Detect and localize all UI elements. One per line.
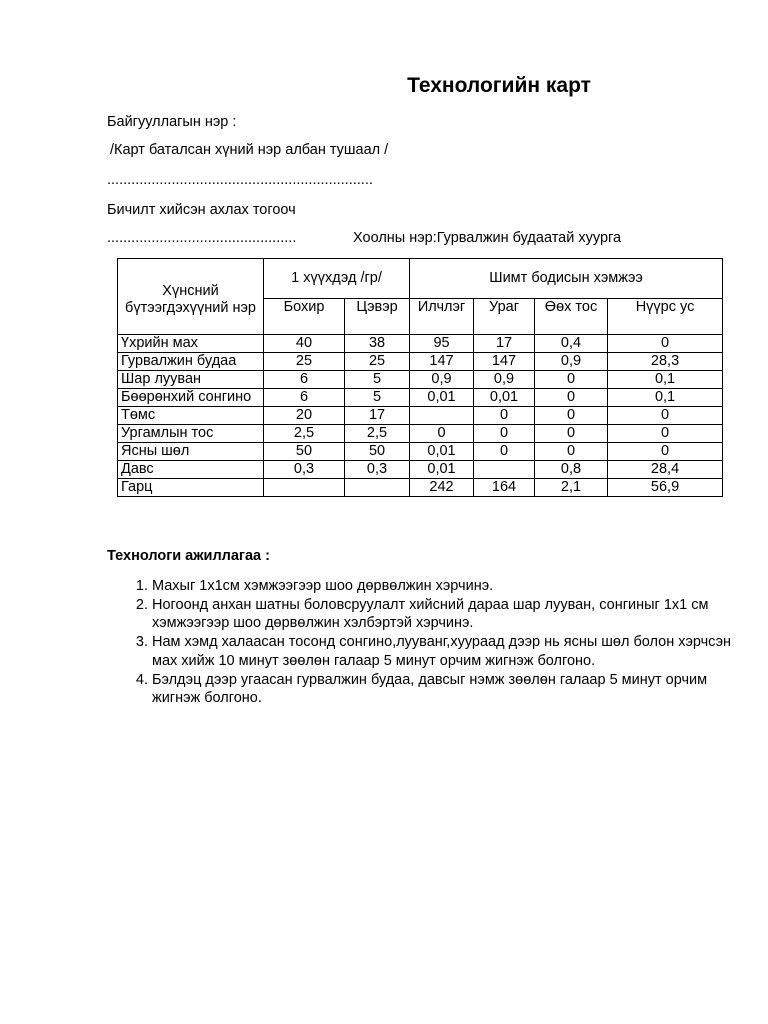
cell-fat: 0 [535, 371, 608, 389]
col-calories: Илчлэг [410, 299, 474, 335]
cell-carbs: 0,1 [608, 389, 723, 407]
cell-calories: 147 [410, 353, 474, 371]
cell-fat: 0,8 [535, 461, 608, 479]
cell-net: 38 [345, 335, 410, 353]
cell-protein: 0 [474, 443, 535, 461]
cell-gross: 25 [264, 353, 345, 371]
table-row [118, 425, 723, 443]
cell-net: 0,3 [345, 461, 410, 479]
table-row [118, 407, 723, 425]
cell-ingredient: Давс [118, 461, 264, 479]
cell-carbs: 0 [608, 335, 723, 353]
cell-carbs: 28,4 [608, 461, 723, 479]
cell-ingredient: Төмс [118, 407, 264, 425]
cell-gross: 40 [264, 335, 345, 353]
cell-carbs: 0 [608, 443, 723, 461]
cell-ingredient: Гурвалжин будаа [118, 353, 264, 371]
approver-label: /Карт баталсан хүний нэр албан тушаал / [110, 142, 389, 158]
cell-calories: 0,01 [410, 443, 474, 461]
cell-protein: 0,9 [474, 371, 535, 389]
cell-net [345, 479, 410, 497]
cell-calories: 242 [410, 479, 474, 497]
cell-net: 25 [345, 353, 410, 371]
col-fat: Өөх тос [535, 299, 608, 335]
table-row [118, 479, 723, 497]
cell-calories: 0,9 [410, 371, 474, 389]
cell-fat: 0 [535, 407, 608, 425]
cell-ingredient: Үхрийн мах [118, 335, 264, 353]
dish-name-label: Хоолны нэр:Гурвалжин будаатай хуурга [353, 230, 622, 246]
cell-carbs: 56,9 [608, 479, 723, 497]
cell-gross: 20 [264, 407, 345, 425]
table-row [118, 443, 723, 461]
cell-ingredient: Ясны шөл [118, 443, 264, 461]
cell-calories: 0,01 [410, 389, 474, 407]
cell-net: 2,5 [345, 425, 410, 443]
cell-ingredient: Шар лууван [118, 371, 264, 389]
cell-carbs: 0 [608, 407, 723, 425]
header-nutrients: Шимт бодисын хэмжээ [410, 259, 723, 299]
cell-ingredient: Гарц [118, 479, 264, 497]
cell-calories: 95 [410, 335, 474, 353]
col-carbs: Нүүрс ус [608, 299, 723, 335]
cell-fat: 0 [535, 425, 608, 443]
cell-fat: 0 [535, 443, 608, 461]
table-row [118, 353, 723, 371]
cell-fat: 0,4 [535, 335, 608, 353]
cell-protein: 0,01 [474, 389, 535, 407]
col-protein: Ураг [474, 299, 535, 335]
cell-net: 17 [345, 407, 410, 425]
cell-carbs: 0 [608, 425, 723, 443]
signature-dots-line-2: ............................................... [107, 230, 297, 246]
cell-protein: 0 [474, 407, 535, 425]
cell-calories: 0,01 [410, 461, 474, 479]
nutrition-table [117, 258, 723, 497]
cell-protein: 147 [474, 353, 535, 371]
cell-carbs: 28,3 [608, 353, 723, 371]
cell-fat: 0,9 [535, 353, 608, 371]
header-per-portion: 1 хүүхдэд /гр/ [264, 259, 410, 299]
cell-gross: 2,5 [264, 425, 345, 443]
cell-fat: 0 [535, 389, 608, 407]
cell-gross: 0,3 [264, 461, 345, 479]
process-step: 4. Бэлдэц дээр угаасан гурвалжин будаа, давсыг нэмж зөөлөн галаар 5 минут орчим жигнэж болгоно. [152, 671, 752, 708]
cell-net: 5 [345, 371, 410, 389]
cell-protein [474, 461, 535, 479]
cell-gross: 50 [264, 443, 345, 461]
cell-gross: 6 [264, 371, 345, 389]
table-body [118, 335, 723, 497]
cell-calories: 0 [410, 425, 474, 443]
col-gross: Бохир [264, 299, 345, 335]
process-step: 3. Нам хэмд халаасан тосонд сонгино,лууванг,хуураад дээр нь ясны шөл болон хэрчсэн мах хийж 10 минут зөөлөн галаар 5 минут орчим жигнэж болгоно. [152, 633, 752, 670]
process-title: Технологи ажиллагаа : [107, 548, 270, 564]
cell-net: 5 [345, 389, 410, 407]
cell-ingredient: Ургамлын тос [118, 425, 264, 443]
cell-calories [410, 407, 474, 425]
cell-ingredient: Бөөрөнхий сонгино [118, 389, 264, 407]
cell-protein: 164 [474, 479, 535, 497]
table-row [118, 371, 723, 389]
organization-label: Байгууллагын нэр : [107, 114, 237, 130]
cell-carbs: 0,1 [608, 371, 723, 389]
document-title: Технологийн карт [407, 74, 591, 97]
cell-gross [264, 479, 345, 497]
process-step: 1. Махыг 1х1см хэмжээгээр шоо дөрвөлжин хэрчинэ. [152, 577, 752, 596]
process-step: 2. Ногоонд анхан шатны боловсруулалт хийсний дараа шар лууван, сонгиныг 1х1 см хэмжээгээр шоо дөрвөлжин хэлбэртэй хэрчинэ. [152, 596, 752, 633]
header-ingredient: Хүнсний бүтээгдэхүүний нэр [118, 259, 264, 335]
col-net: Цэвэр [345, 299, 410, 335]
cell-protein: 17 [474, 335, 535, 353]
cell-fat: 2,1 [535, 479, 608, 497]
cell-net: 50 [345, 443, 410, 461]
process-steps [107, 577, 752, 708]
cell-protein: 0 [474, 425, 535, 443]
signature-dots-line: .................................................................. [107, 172, 373, 188]
table-row [118, 461, 723, 479]
table-row [118, 389, 723, 407]
table-row [118, 335, 723, 353]
head-cook-label: Бичилт хийсэн ахлах тогооч [107, 202, 296, 218]
cell-gross: 6 [264, 389, 345, 407]
